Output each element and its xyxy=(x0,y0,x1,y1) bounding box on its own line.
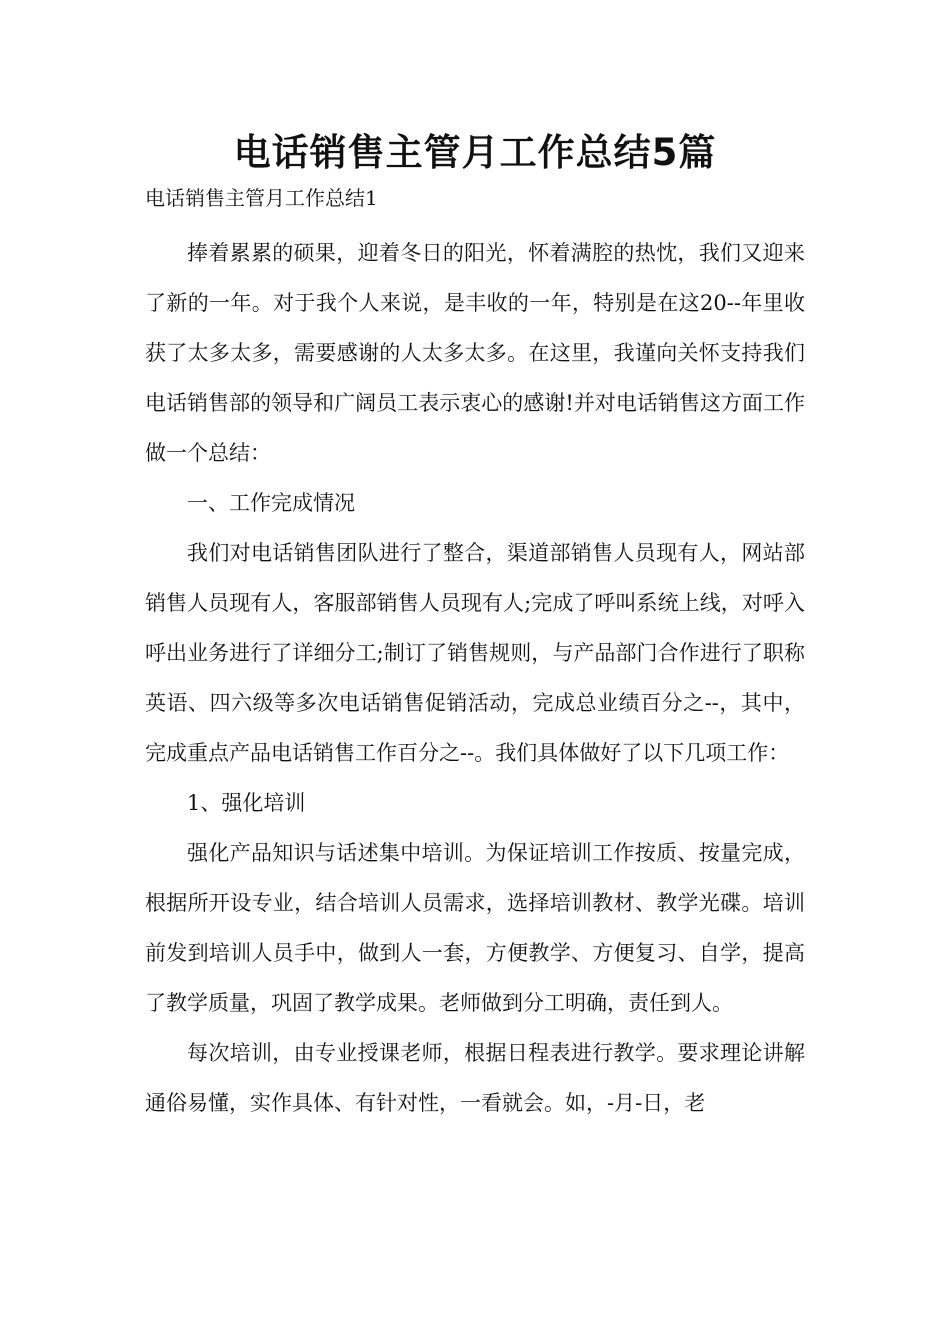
subsection-heading-training: 1、强化培训 xyxy=(187,791,306,815)
paragraph-intro: 捧着累累的硕果，迎着冬日的阳光，怀着满腔的热忱，我们又迎来了新的一年。对于我个人来说，是丰收的一年，特别是在这20--年里收获了太多太多，需要感谢的人太多太多。在这里，我谨向关怀支持我们电话销售部的领导和广阔员工表示衷心的感谢!并对电话销售这方面工作做一个总结： xyxy=(145,241,805,465)
section-subtitle: 电话销售主管月工作总结1 xyxy=(145,186,378,210)
document-title: 电话销售主管月工作总结5篇 xyxy=(233,131,717,174)
section-heading-work-completion: 一、工作完成情况 xyxy=(187,491,355,515)
paragraph-training: 强化产品知识与话述集中培训。为保证培训工作按质、按量完成，根据所开设专业，结合培训人员需求，选择培训教材、教学光碟。培训前发到培训人员手中，做到人一套，方便教学、方便复习、自学，提高了教学质量，巩固了教学成果。老师做到分工明确，责任到人。 xyxy=(145,841,805,1015)
paragraph-work-completion: 我们对电话销售团队进行了整合，渠道部销售人员现有人，网站部销售人员现有人，客服部销售人员现有人;完成了呼叫系统上线，对呼入呼出业务进行了详细分工;制订了销售规则，与产品部门合作进行了职称英语、四六级等多次电话销售促销活动，完成总业绩百分之--，其中，完成重点产品电话销售工作百分之--。我们具体做好了以下几项工作： xyxy=(145,541,805,765)
paragraph-training-schedule: 每次培训，由专业授课老师，根据日程表进行教学。要求理论讲解通俗易懂，实作具体、有针对性，一看就会。如，-月-日，老 xyxy=(145,1041,805,1115)
document-body xyxy=(145,228,805,1128)
